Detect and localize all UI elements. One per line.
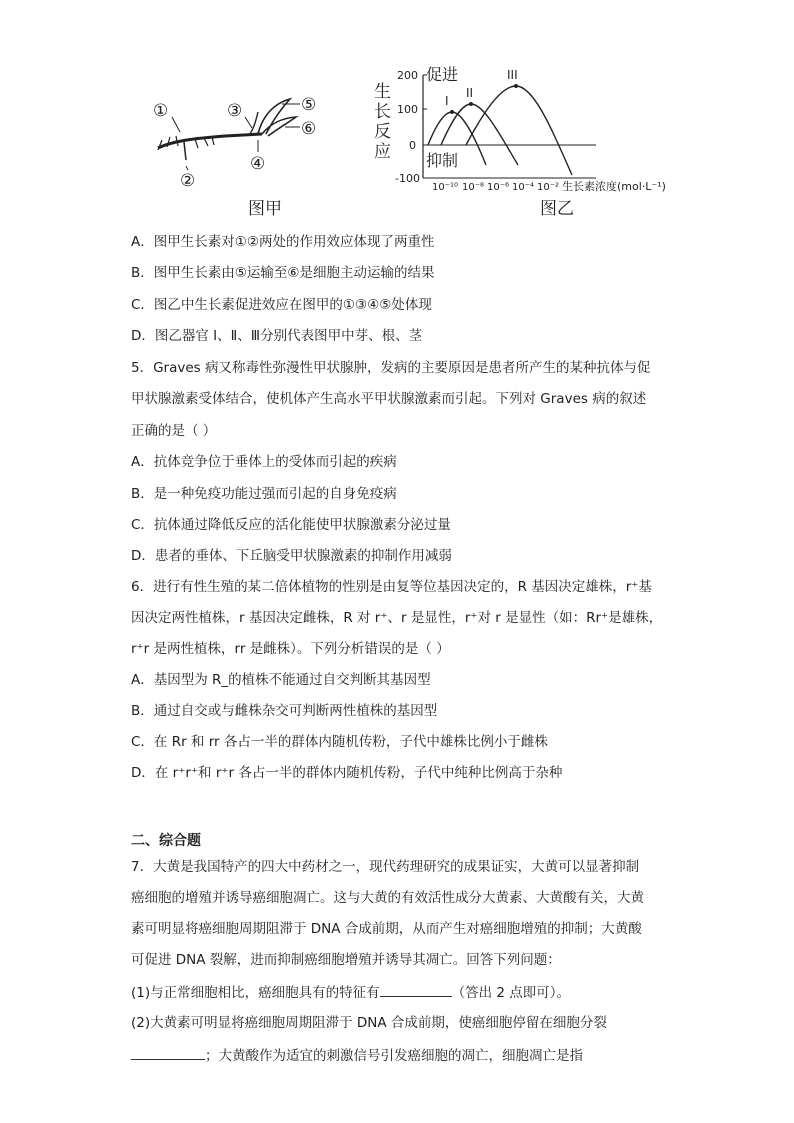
section-title: 二、综合题	[131, 833, 201, 849]
x-tick-3: 10⁻⁶	[487, 182, 510, 193]
peak-III	[514, 84, 518, 88]
q4-option-d: D．图乙器官 I、Ⅱ、Ⅲ分别代表图甲中芽、根、茎	[131, 328, 423, 344]
inhibit-label: 抑制	[426, 151, 459, 170]
x-tick-5: 10⁻²	[537, 182, 560, 193]
peak-I	[450, 110, 454, 114]
q5-option-c: C．抗体通过降低反应的活化能使甲状腺激素分泌过量	[131, 517, 451, 533]
q7-sub1-before: (1)与正常细胞相比，癌细胞具有的特征有	[131, 985, 380, 1001]
yi-ylabel-3: 反	[374, 122, 391, 142]
q6-option-a: A．基因型为 R_的植株不能通过自交判断其基因型	[131, 672, 431, 688]
jia-label-3: ③	[227, 101, 243, 121]
q5-stem-line-2: 甲状腺激素受体结合，使机体产生高水平甲状腺激素而引起。下列对 Graves 病的叙述	[131, 391, 647, 407]
promote-label: 促进	[426, 65, 459, 84]
q5-option-d: D．患者的垂体、下丘脑受甲状腺激素的抑制作用减弱	[131, 548, 452, 564]
y-tick-minus100: -100	[395, 172, 420, 185]
curve-label-III: III	[507, 68, 518, 82]
q6-option-d: D．在 r⁺r⁺和 r⁺r 各占一半的群体内随机传粉，子代中纯种比例高于杂种	[131, 765, 563, 781]
q4-option-c: C．图乙中生长素促进效应在图甲的①③④⑤处体现	[131, 297, 432, 313]
stem-bend	[250, 112, 258, 134]
yi-ylabel-1: 生	[374, 82, 391, 102]
q7-sub1-after: （答出 2 点即可）。	[451, 985, 571, 1001]
leader-1	[172, 117, 180, 132]
figure-area	[0, 0, 794, 225]
y-tick-200: 200	[397, 69, 418, 82]
q7-stem-line-4: 可促进 DNA 裂解，进而抑制癌细胞增殖并诱导其凋亡。回答下列问题：	[131, 952, 561, 968]
y-tick-100: 100	[397, 103, 418, 116]
q5-stem-line-1: 5．Graves 病又称毒性弥漫性甲状腺肿，发病的主要原因是患者所产生的某种抗体与促	[131, 360, 651, 376]
peak-II	[469, 102, 473, 106]
q6-option-c: C．在 Rr 和 rr 各占一半的群体内随机传粉，子代中雄株比例小于雌株	[131, 734, 548, 750]
q6-stem-line-1: 6．进行有性生殖的某二倍体植物的性别是由复等位基因决定的，R 基因决定雄株，r⁺基	[131, 579, 652, 595]
q5-stem-line-3: 正确的是（ ）	[131, 423, 217, 439]
leader-3	[245, 117, 252, 128]
q7-sub1-answer-blank[interactable]	[380, 982, 452, 997]
jia-label-4: ④	[250, 154, 266, 174]
q6-option-b: B．通过自交或与雌株杂交可判断两性植株的基因型	[131, 703, 438, 719]
q7-sub2-after: ；大黄酸作为适宜的刺激信号引发癌细胞的凋亡，细胞凋亡是指	[205, 1048, 583, 1064]
yi-caption: 图乙	[540, 199, 574, 219]
jia-label-5: ⑤	[301, 95, 317, 115]
leader-2	[186, 166, 188, 170]
q4-option-a: A．图甲生长素对①②两处的作用效应体现了两重性	[131, 234, 435, 250]
jia-label-1: ①	[153, 101, 169, 121]
x-axis-label: 生长素浓度(mol·L⁻¹)	[562, 180, 666, 193]
x-tick-1: 10⁻¹⁰	[432, 182, 459, 193]
q4-option-b: B．图甲生长素由⑤运输至⑥是细胞主动运输的结果	[131, 265, 435, 281]
root-down	[184, 142, 186, 160]
curve-label-I: I	[445, 94, 449, 108]
x-tick-2: 10⁻⁸	[462, 182, 485, 193]
q5-option-a: A．抗体竞争位于垂体上的受体而引起的疾病	[131, 454, 397, 470]
q5-option-b: B．是一种免疫功能过强而引起的自身免疫病	[131, 486, 397, 502]
q6-stem-line-3: r⁺r 是两性植株，rr 是雌株）。下列分析错误的是（ ）	[131, 641, 450, 657]
x-tick-4: 10⁻⁴	[512, 182, 535, 193]
yi-ylabel-4: 应	[374, 142, 391, 162]
q7-sub2-line-2	[131, 1045, 583, 1066]
yi-ylabel-2: 长	[374, 102, 391, 122]
q7-sub1	[131, 982, 570, 1003]
jia-label-6: ⑥	[301, 119, 317, 139]
q7-stem-line-1: 7．大黄是我国特产的四大中药材之一，现代药理研究的成果证实，大黄可以显著抑制	[131, 859, 640, 875]
q7-stem-line-3: 素可明显将癌细胞周期阻滞于 DNA 合成前期，从而产生对癌细胞增殖的抑制；大黄酸	[131, 921, 642, 937]
q7-sub2-answer-blank[interactable]	[131, 1045, 205, 1060]
jia-label-2: ②	[180, 171, 196, 191]
q7-sub2-line-1: (2)大黄素可明显将癌细胞周期阻滞于 DNA 合成前期，使癌细胞停留在细胞分裂	[131, 1015, 607, 1031]
plant-stem	[158, 134, 262, 148]
q7-stem-line-2: 癌细胞的增殖并诱导癌细胞凋亡。这与大黄的有效活性成分大黄素、大黄酸有关，大黄	[131, 890, 644, 906]
q6-stem-line-2: 因决定两性植株，r 基因决定雌株，R 对 r⁺、r 是显性，r⁺对 r 是显性（如：Rr⁺是雄株，	[131, 610, 663, 626]
y-tick-0: 0	[409, 139, 416, 152]
jia-caption: 图甲	[248, 199, 282, 219]
curve-III	[466, 86, 572, 175]
curve-label-II: II	[466, 86, 474, 100]
